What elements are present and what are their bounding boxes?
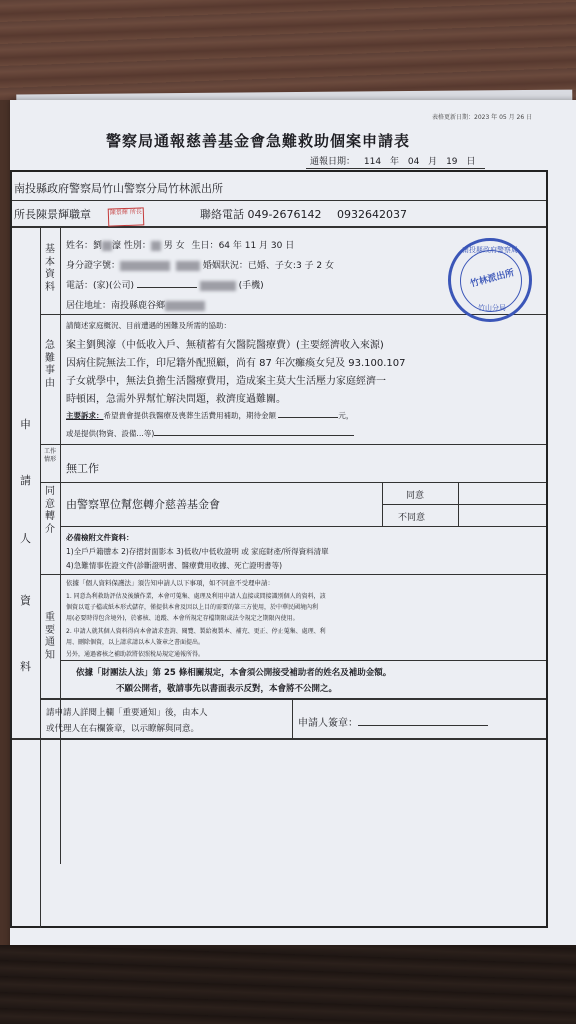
- disagree-option[interactable]: 不同意: [398, 513, 426, 523]
- notice-item-2a: 2. 申請人就其個人資料得向本會請求查詢、閱覽、製給複製本、補充、更正、停止蒐集、處理、利: [66, 628, 326, 635]
- emergency-section-label: 急難事由: [45, 340, 55, 389]
- basic-section-label: 基本資料: [45, 244, 55, 293]
- form-title: 警察局通報慈善基金會急難救助個案申請表: [106, 132, 411, 150]
- emergency-line-2: 因病住院無法工作，印尼籍外配照顧，尚有 87 年次癱瘓女兒及 93.100.107: [66, 358, 406, 369]
- notice-item-1b: 個資以電子檔或紙本形式儲存，僅提供本會及因以上目的需要的第三方使用，於中華民國境內利: [66, 604, 319, 611]
- agree-option[interactable]: 同意: [406, 491, 425, 501]
- notice-item-3: 另外，通過審核之補助款將依照稅局規定通報所得。: [66, 651, 205, 658]
- side-char-4: 資: [20, 594, 31, 607]
- side-char-3: 人: [20, 532, 31, 545]
- emergency-line-3: 子女就學中，無法負擔生活醫療費用，造成案主莫大生活壓力家庭經濟一: [66, 376, 386, 387]
- notice-section-label: 重要通知: [45, 612, 55, 661]
- emergency-intro: 請簡述家庭概況、目前遭遇的困難及所需的協助：: [66, 321, 231, 330]
- id-field: 身分證字號： 婚姻狀況：已婚、子女:3 子 2 女: [66, 261, 334, 271]
- work-section-label: 工作情形: [43, 448, 56, 463]
- police-unit: 南投縣政府警察局竹山警察分局竹林派出所: [14, 182, 223, 195]
- address-field: 居住地址：南投縣鹿谷鄉: [66, 298, 205, 311]
- application-form-page: [10, 100, 576, 955]
- chief-seal-label: 所長陳景輝職章: [14, 208, 91, 221]
- emergency-line-4: 時頓困，急需外界幫忙解決問題，救濟度過難關。: [66, 394, 286, 405]
- report-date: 通報日期： 114 年 04 月 19 日: [306, 154, 485, 169]
- contact-phone: 聯絡電話 049-2676142 0932642037: [200, 208, 407, 221]
- sign-instruction-2: 或代理人在右欄簽章，以示瞭解與同意。: [46, 724, 200, 734]
- police-station-seal: 南投縣政府警察局 竹林派出所 竹山分局: [448, 238, 532, 322]
- name-field: 姓名：劉 濠 性別： 男 女 生日：64 年 11 月 30 日: [66, 241, 295, 251]
- consent-section-label: 同意轉介: [45, 486, 55, 535]
- law-line-2: 不願公開者，敬請事先以書面表示反對，本會將不公開之。: [116, 684, 338, 694]
- table-surface-bottom: [0, 945, 576, 1024]
- side-char-1: 申: [20, 418, 31, 431]
- phone-field: 電話：(家)(公司) (手機): [66, 281, 264, 291]
- sign-instruction-1: 請申請人詳閱上欄「重要通知」後，由本人: [46, 708, 208, 718]
- chief-red-stamp: 陳景輝 所長: [108, 207, 145, 226]
- applicant-signature[interactable]: 申請人簽章：: [298, 714, 488, 729]
- main-request: 主要訴求：希望貴會提供我醫療及喪葬生活費用補助，期待金額 元，: [66, 411, 354, 420]
- law-line-1: 依據「財團法人法」第 25 條相關規定，本會須公開接受補助者的姓名及補助金額。: [76, 668, 392, 678]
- side-char-2: 請: [20, 474, 31, 487]
- notice-item-2b: 用、刪除個資，以上請求請以本人簽章之書面提出。: [66, 639, 205, 646]
- side-char-5: 料: [20, 660, 31, 673]
- docs-line-1: 1)全戶戶籍謄本 2)存摺封面影本 3)低收/中低收證明 或 家庭財產/所得資料清單: [66, 547, 329, 556]
- docs-line-2: 4)急難情事佐證文件(診斷證明書、醫療費用收據、死亡證明書等): [66, 561, 283, 570]
- notice-intro: 依據「個人資料保護法」須告知申請人以下事項，如不同意不受理申請：: [66, 579, 274, 587]
- referral-statement: 由警察單位幫您轉介慈善基金會: [66, 498, 220, 511]
- docs-title: 必備檢附文件資料：: [66, 533, 134, 542]
- form-update-date: 表格更新日期：2023 年 05 月 26 日: [432, 114, 533, 121]
- emergency-line-1: 案主劉興濠（中低收入戶、無積蓄有欠醫院醫療費）(主要經濟收入來源): [66, 340, 384, 351]
- notice-item-1c: 用(必要時得包含境外)，於審核、追蹤、本會所規定存檔期限或法令規定之期限內使用。: [66, 615, 299, 622]
- work-status: 無工作: [66, 462, 99, 475]
- table-surface-top: [0, 0, 576, 100]
- notice-item-1a: 1. 同意為利救助評估及後續作業，本會可蒐集、處理及利用申請人直接或間接識別個人的資料，該: [66, 593, 326, 600]
- alt-request: 或是提供(物資、設備…等): [66, 428, 354, 439]
